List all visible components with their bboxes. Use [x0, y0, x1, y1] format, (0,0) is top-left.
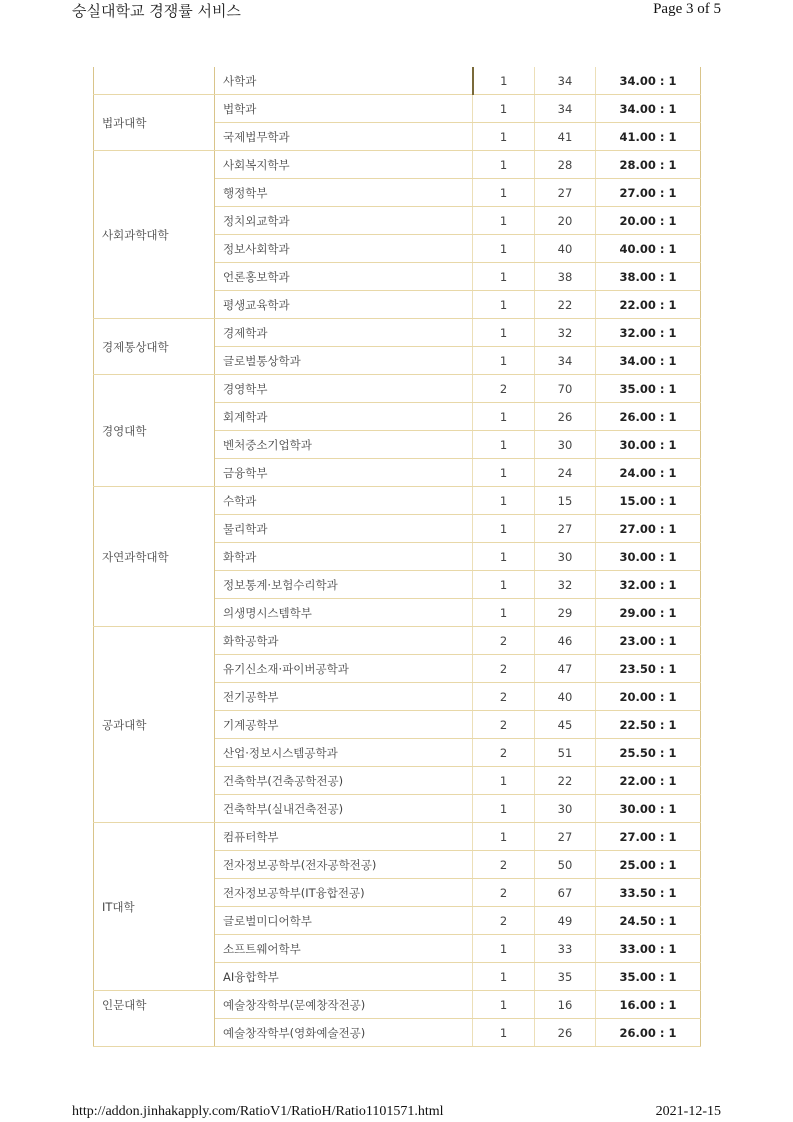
- department-cell: 국제법무학과: [215, 123, 473, 151]
- ratio-cell: 34.00 : 1: [596, 67, 701, 95]
- department-cell: 소프트웨어학부: [215, 935, 473, 963]
- table-row: [94, 627, 701, 655]
- ratio-cell: 28.00 : 1: [596, 151, 701, 179]
- ratio-cell: 34.00 : 1: [596, 347, 701, 375]
- department-cell: 법학과: [215, 95, 473, 123]
- applicants-cell: 50: [535, 851, 596, 879]
- source-url: http://addon.jinhakapply.com/RatioV1/RatioH/Ratio1101571.html: [72, 1104, 444, 1119]
- department-cell: 언론홍보학과: [215, 263, 473, 291]
- department-cell: 건축학부(건축공학전공): [215, 767, 473, 795]
- quota-cell: 1: [473, 795, 535, 823]
- ratio-cell: 33.00 : 1: [596, 935, 701, 963]
- department-cell: 행정학부: [215, 179, 473, 207]
- ratio-cell: 38.00 : 1: [596, 263, 701, 291]
- print-date: 2021-12-15: [655, 1104, 721, 1119]
- quota-cell: 2: [473, 879, 535, 907]
- applicants-cell: 33: [535, 935, 596, 963]
- applicants-cell: 49: [535, 907, 596, 935]
- department-cell: 산업·정보시스템공학과: [215, 739, 473, 767]
- table-row: [94, 375, 701, 403]
- ratio-cell: 34.00 : 1: [596, 95, 701, 123]
- quota-cell: 2: [473, 907, 535, 935]
- applicants-cell: 24: [535, 459, 596, 487]
- ratio-cell: 16.00 : 1: [596, 991, 701, 1019]
- department-cell: 예술창작학부(문예창작전공): [215, 991, 473, 1019]
- ratio-cell: 23.50 : 1: [596, 655, 701, 683]
- college-cell: 경제통상대학: [94, 319, 215, 375]
- applicants-cell: 41: [535, 123, 596, 151]
- ratio-cell: 24.50 : 1: [596, 907, 701, 935]
- quota-cell: 1: [473, 543, 535, 571]
- quota-cell: 1: [473, 95, 535, 123]
- department-cell: AI융합학부: [215, 963, 473, 991]
- quota-cell: 1: [473, 431, 535, 459]
- college-cell: IT대학: [94, 823, 215, 991]
- ratio-cell: 20.00 : 1: [596, 683, 701, 711]
- quota-cell: 1: [473, 67, 535, 95]
- applicants-cell: 29: [535, 599, 596, 627]
- ratio-cell: 32.00 : 1: [596, 571, 701, 599]
- competition-ratio-table: [93, 67, 701, 1047]
- quota-cell: 1: [473, 123, 535, 151]
- department-cell: 금융학부: [215, 459, 473, 487]
- table-row: [94, 151, 701, 179]
- department-cell: 화학과: [215, 543, 473, 571]
- table-row: [94, 487, 701, 515]
- applicants-cell: 27: [535, 179, 596, 207]
- table-row: [94, 95, 701, 123]
- table-row: [94, 823, 701, 851]
- quota-cell: 2: [473, 627, 535, 655]
- page-number: Page 3 of 5: [653, 1, 721, 17]
- ratio-cell: 32.00 : 1: [596, 319, 701, 347]
- department-cell: 유기신소재·파이버공학과: [215, 655, 473, 683]
- applicants-cell: 67: [535, 879, 596, 907]
- applicants-cell: 26: [535, 403, 596, 431]
- department-cell: 사학과: [215, 67, 473, 95]
- ratio-cell: 30.00 : 1: [596, 543, 701, 571]
- applicants-cell: 35: [535, 963, 596, 991]
- quota-cell: 1: [473, 935, 535, 963]
- ratio-cell: 22.50 : 1: [596, 711, 701, 739]
- applicants-cell: 38: [535, 263, 596, 291]
- department-cell: 경영학부: [215, 375, 473, 403]
- applicants-cell: 34: [535, 347, 596, 375]
- quota-cell: 1: [473, 963, 535, 991]
- quota-cell: 1: [473, 319, 535, 347]
- applicants-cell: 46: [535, 627, 596, 655]
- applicants-cell: 22: [535, 291, 596, 319]
- applicants-cell: 30: [535, 431, 596, 459]
- quota-cell: 1: [473, 515, 535, 543]
- quota-cell: 1: [473, 599, 535, 627]
- department-cell: 평생교육학과: [215, 291, 473, 319]
- college-cell: 인문대학: [94, 991, 215, 1047]
- quota-cell: 2: [473, 851, 535, 879]
- department-cell: 정치외교학과: [215, 207, 473, 235]
- quota-cell: 1: [473, 207, 535, 235]
- applicants-cell: 32: [535, 319, 596, 347]
- applicants-cell: 28: [535, 151, 596, 179]
- ratio-cell: 24.00 : 1: [596, 459, 701, 487]
- applicants-cell: 47: [535, 655, 596, 683]
- quota-cell: 1: [473, 823, 535, 851]
- ratio-cell: 25.50 : 1: [596, 739, 701, 767]
- department-cell: 경제학과: [215, 319, 473, 347]
- applicants-cell: 32: [535, 571, 596, 599]
- ratio-cell: 30.00 : 1: [596, 431, 701, 459]
- applicants-cell: 30: [535, 795, 596, 823]
- department-cell: 물리학과: [215, 515, 473, 543]
- applicants-cell: 70: [535, 375, 596, 403]
- ratio-cell: 23.00 : 1: [596, 627, 701, 655]
- ratio-cell: 26.00 : 1: [596, 403, 701, 431]
- department-cell: 글로벌통상학과: [215, 347, 473, 375]
- table-row: [94, 991, 701, 1019]
- quota-cell: 1: [473, 263, 535, 291]
- department-cell: 글로벌미디어학부: [215, 907, 473, 935]
- applicants-cell: 15: [535, 487, 596, 515]
- ratio-cell: 20.00 : 1: [596, 207, 701, 235]
- department-cell: 정보사회학과: [215, 235, 473, 263]
- applicants-cell: 40: [535, 683, 596, 711]
- applicants-cell: 34: [535, 67, 596, 95]
- department-cell: 전기공학부: [215, 683, 473, 711]
- applicants-cell: 34: [535, 95, 596, 123]
- department-cell: 의생명시스템학부: [215, 599, 473, 627]
- ratio-cell: 35.00 : 1: [596, 375, 701, 403]
- quota-cell: 1: [473, 459, 535, 487]
- department-cell: 전자정보공학부(전자공학전공): [215, 851, 473, 879]
- table-body: [94, 67, 701, 1047]
- table-row: [94, 319, 701, 347]
- quota-cell: 1: [473, 179, 535, 207]
- department-cell: 건축학부(실내건축전공): [215, 795, 473, 823]
- ratio-cell: 27.00 : 1: [596, 823, 701, 851]
- college-cell: [94, 67, 215, 95]
- department-cell: 전자정보공학부(IT융합전공): [215, 879, 473, 907]
- ratio-cell: 25.00 : 1: [596, 851, 701, 879]
- ratio-cell: 35.00 : 1: [596, 963, 701, 991]
- quota-cell: 1: [473, 403, 535, 431]
- applicants-cell: 27: [535, 515, 596, 543]
- department-cell: 회계학과: [215, 403, 473, 431]
- quota-cell: 2: [473, 683, 535, 711]
- applicants-cell: 16: [535, 991, 596, 1019]
- applicants-cell: 27: [535, 823, 596, 851]
- table-row: [94, 67, 701, 95]
- department-cell: 기계공학부: [215, 711, 473, 739]
- college-cell: 공과대학: [94, 627, 215, 823]
- ratio-cell: 40.00 : 1: [596, 235, 701, 263]
- quota-cell: 1: [473, 767, 535, 795]
- quota-cell: 1: [473, 235, 535, 263]
- quota-cell: 1: [473, 1019, 535, 1047]
- department-cell: 정보통계·보험수리학과: [215, 571, 473, 599]
- ratio-cell: 15.00 : 1: [596, 487, 701, 515]
- department-cell: 사회복지학부: [215, 151, 473, 179]
- department-cell: 벤처중소기업학과: [215, 431, 473, 459]
- department-cell: 수학과: [215, 487, 473, 515]
- ratio-cell: 27.00 : 1: [596, 179, 701, 207]
- department-cell: 화학공학과: [215, 627, 473, 655]
- ratio-cell: 29.00 : 1: [596, 599, 701, 627]
- applicants-cell: 26: [535, 1019, 596, 1047]
- quota-cell: 1: [473, 151, 535, 179]
- ratio-cell: 22.00 : 1: [596, 291, 701, 319]
- department-cell: 컴퓨터학부: [215, 823, 473, 851]
- quota-cell: 1: [473, 347, 535, 375]
- college-cell: 법과대학: [94, 95, 215, 151]
- college-cell: 자연과학대학: [94, 487, 215, 627]
- quota-cell: 1: [473, 291, 535, 319]
- applicants-cell: 30: [535, 543, 596, 571]
- applicants-cell: 45: [535, 711, 596, 739]
- ratio-cell: 30.00 : 1: [596, 795, 701, 823]
- quota-cell: 1: [473, 571, 535, 599]
- quota-cell: 1: [473, 487, 535, 515]
- quota-cell: 1: [473, 991, 535, 1019]
- applicants-cell: 51: [535, 739, 596, 767]
- department-cell: 예술창작학부(영화예술전공): [215, 1019, 473, 1047]
- applicants-cell: 20: [535, 207, 596, 235]
- header-title: 숭실대학교 경쟁률 서비스: [72, 2, 241, 20]
- college-cell: 사회과학대학: [94, 151, 215, 319]
- quota-cell: 2: [473, 655, 535, 683]
- quota-cell: 2: [473, 739, 535, 767]
- quota-cell: 2: [473, 375, 535, 403]
- ratio-cell: 22.00 : 1: [596, 767, 701, 795]
- college-cell: 경영대학: [94, 375, 215, 487]
- ratio-cell: 41.00 : 1: [596, 123, 701, 151]
- applicants-cell: 22: [535, 767, 596, 795]
- applicants-cell: 40: [535, 235, 596, 263]
- quota-cell: 2: [473, 711, 535, 739]
- ratio-cell: 27.00 : 1: [596, 515, 701, 543]
- ratio-cell: 33.50 : 1: [596, 879, 701, 907]
- ratio-cell: 26.00 : 1: [596, 1019, 701, 1047]
